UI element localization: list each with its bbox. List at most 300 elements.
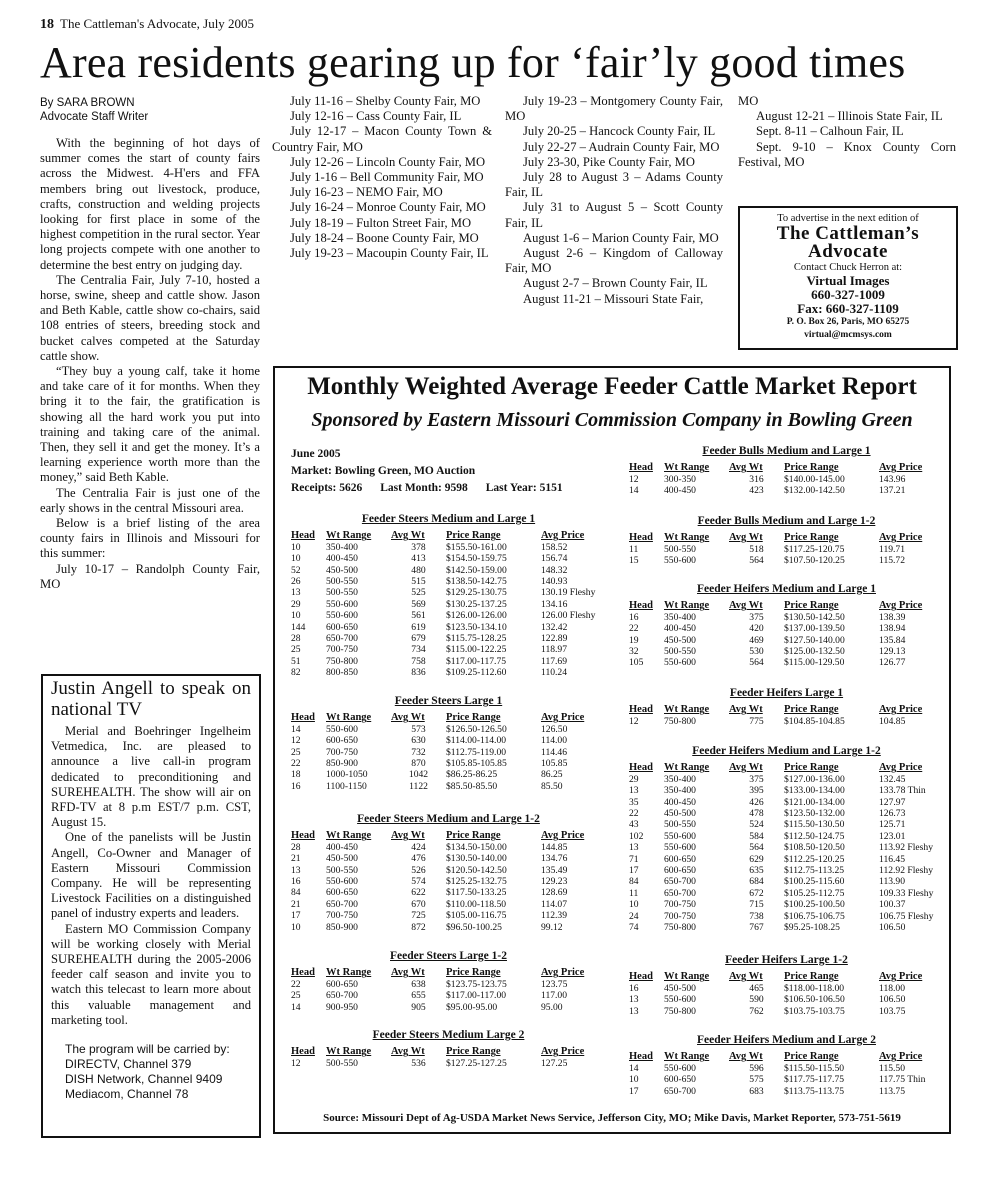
table-row [629,657,944,668]
table-cell: $117.00-117.00 [446,990,507,1002]
ad-company: Virtual Images [806,273,890,288]
table-row [291,553,606,564]
table-cell: $138.50-142.75 [446,576,507,588]
channel-list [51,1042,251,1102]
table-row [629,635,944,646]
table-cell: 500-550 [326,576,358,588]
table-cell: 140.93 [541,576,568,588]
table-cell: $117.50-133.25 [446,887,507,899]
market-table-title: Feeder Steers Medium and Large 1 [361,513,536,525]
table-cell: 767 [749,922,764,934]
table-cell: 350-400 [664,785,696,797]
column-header: Avg Wt [391,712,425,724]
table-cell: 375 [749,611,764,623]
table-cell: 561 [411,610,426,622]
table-cell: 650-700 [326,633,358,645]
table-cell: 126.73 [879,808,906,820]
table-cell: 550-600 [664,994,696,1006]
table-cell: $123.50-132.00 [784,808,845,820]
sidebar-paragraph: Eastern MO Commission Company will be working closely with Merial SUREHEALTH during the 2005-2006 feeder calf season and invite you to watch this telecast to learn more about this valuable management and marketing tool. [51,921,251,1027]
channel-item: DIRECTV, Channel 379 [65,1057,192,1072]
table-cell: $120.50-142.50 [446,864,507,876]
table-row [291,899,606,910]
table-row [629,983,944,994]
table-cell: 762 [749,1005,764,1017]
table-row [291,853,606,864]
table-cell: 375 [749,773,764,785]
table-cell: 1122 [409,780,428,792]
table-cell: 14 [291,723,301,735]
table-cell: 872 [411,921,426,933]
market-table-title: Feeder Heifers Large 1 [729,687,844,699]
market-table [629,688,944,727]
table-row [629,1074,944,1085]
table-cell: 450-500 [326,564,358,576]
market-table [629,746,944,934]
table-cell: 1042 [408,769,429,781]
table-cell: 119.71 [879,543,906,555]
table-cell: 25 [291,746,301,758]
publication-line: The Cattleman's Advocate, July 2005 [60,16,255,31]
table-cell: 478 [749,808,764,820]
market-table-title: Feeder Steers Large 1-2 [390,950,507,962]
table-cell: 84 [629,876,639,888]
table-row [629,865,944,876]
column-header: Price Range [784,762,839,774]
article-paragraph: “They buy a young calf, take it home and take care of it for months. When they bring it to the fair, the gratification is showing all the hard work you put into training and taking care of the animal. Then, they sell it and get the money. It’s a learning experience worth more than the money,” said Beth Kable. [40,364,260,485]
byline-staff: Advocate Staff Writer [40,111,149,123]
table-cell: 469 [749,634,764,646]
table-cell: 156.74 [541,553,568,565]
table-cell: 106.50 [879,922,906,934]
table-cell: 19 [629,634,639,646]
table-cell: 700-750 [664,899,696,911]
table-cell: 106.75 Fleshy [879,910,934,922]
table-cell: 700-750 [664,910,696,922]
table-cell: $105.00-116.75 [446,910,507,922]
report-source: Source: Missouri Dept of Ag-USDA Market News Service, Jefferson City, MO; Mike Davis, Market Reporter, 573-751-5619 [323,1112,901,1124]
table-cell: 679 [411,633,426,645]
table-row [291,610,606,621]
table-cell: $86.25-86.25 [446,769,498,781]
table-cell: 622 [411,887,426,899]
table-cell: 574 [411,876,426,888]
column-header: Avg Price [541,967,585,979]
table-cell: 424 [411,841,426,853]
table-cell: 738 [749,910,764,922]
column-header: Wt Range [326,712,372,724]
table-cell: 900-950 [326,1001,358,1013]
table-cell: 550-600 [664,830,696,842]
column-header: Avg Price [541,712,585,724]
column-header: Price Range [446,530,501,542]
table-cell: 144 [291,621,306,633]
table-cell: 870 [411,758,426,770]
table-cell: 128.69 [541,887,568,899]
market-table [291,1030,606,1069]
table-cell: 116.45 [879,853,906,865]
fair-listing: August 2-6 – Kingdom of Calloway Fair, MO [505,246,723,276]
table-row [629,623,944,634]
table-cell: 378 [411,541,426,553]
report-receipts-line [291,480,581,497]
table-cell: 500-550 [664,646,696,658]
table-row [291,842,606,853]
ad-contact: Contact Chuck Herron at: [793,262,903,273]
headline: Area residents gearing up for ‘fair’ly good times [40,38,906,87]
table-cell: 550-600 [326,876,358,888]
table-cell: 25 [291,990,301,1002]
table-cell: 100.37 [879,899,906,911]
column-header: Avg Wt [729,532,763,544]
table-cell: $109.25-112.60 [446,667,507,679]
table-cell: 28 [291,633,301,645]
article-body [40,136,260,592]
table-cell: 638 [411,978,426,990]
table-row [291,887,606,898]
table-cell: 135.49 [541,864,568,876]
table-cell: $126.50-126.50 [446,723,507,735]
column-header: Wt Range [664,532,710,544]
fair-list-column-2 [272,94,492,261]
report-info [291,446,581,497]
table-row [291,644,606,655]
table-cell: 500-550 [664,819,696,831]
column-header: Avg Price [541,1046,585,1058]
table-cell: 465 [749,982,764,994]
table-row [629,774,944,785]
table-cell: 316 [749,473,764,485]
table-row [629,544,944,555]
table-cell: 518 [749,543,764,555]
table-cell: 715 [749,899,764,911]
table-cell: 395 [749,785,764,797]
table-row [629,922,944,933]
table-cell: 22 [291,758,301,770]
table-cell: 84 [291,887,301,899]
table-cell: 127.97 [879,796,906,808]
table-cell: 118.97 [541,644,568,656]
table-cell: 584 [749,830,764,842]
table-cell: 11 [629,543,639,555]
fair-listing: July 12-26 – Lincoln County Fair, MO [290,154,486,169]
column-header: Avg Price [879,532,923,544]
market-table [629,584,944,669]
table-cell: 450-500 [664,634,696,646]
report-market: Market: Bowling Green, MO Auction [291,465,476,477]
table-cell: 12 [291,1057,301,1069]
table-cell: 800-850 [326,667,358,679]
table-row [629,808,944,819]
table-cell: 29 [629,773,639,785]
table-cell: 51 [291,655,301,667]
table-cell: 109.33 Fleshy [879,887,934,899]
table-cell: 500-550 [326,1057,358,1069]
table-row [629,994,944,1005]
article-paragraph: Below is a brief listing of the area county fairs in Illinois and Missouri for this summer: [40,516,260,561]
ad-title-1: The Cattleman’s [776,223,920,244]
table-row [291,865,606,876]
table-row [629,797,944,808]
byline [40,96,260,124]
table-cell: 550-600 [326,610,358,622]
table-cell: $134.50-150.00 [446,841,507,853]
table-cell: 550-600 [664,555,696,567]
table-cell: 123.75 [541,978,568,990]
table-cell: $100.25-115.60 [784,876,845,888]
table-row [291,735,606,746]
table-cell: $132.00-142.50 [784,485,845,497]
table-cell: $133.00-134.00 [784,785,845,797]
table-cell: 10 [291,541,301,553]
table-cell: 117.00 [541,990,568,1002]
table-row [291,1058,606,1069]
advertise-box [738,206,958,350]
table-cell: 450-500 [326,853,358,865]
ad-phone: 660-327-1009 [811,287,885,302]
column-header: Wt Range [326,1046,372,1058]
market-table [629,516,944,567]
table-row [629,485,944,496]
table-cell: 13 [291,587,301,599]
fair-listing: Sept. 8-11 – Calhoun Fair, IL [756,124,904,139]
market-table-title: Feeder Bulls Medium and Large 1 [702,445,871,457]
table-cell: 725 [411,910,426,922]
table-cell: 655 [411,990,426,1002]
fair-listing: July 31 to August 5 – Scott County Fair, IL [505,200,723,230]
table-cell: 112.39 [541,910,568,922]
table-cell: 103.75 [879,1005,906,1017]
table-cell: 32 [629,646,639,658]
column-header: Avg Wt [391,967,425,979]
table-cell: $127.25-127.25 [446,1057,507,1069]
column-header: Wt Range [664,704,710,716]
report-receipts: Receipts: 5626 [291,482,363,494]
table-cell: 43 [629,819,639,831]
market-table-title: Feeder Steers Large 1 [394,695,503,707]
table-cell: 117.69 [541,655,568,667]
table-cell: 14 [629,485,639,497]
table-row [629,854,944,865]
table-row [291,876,606,887]
market-table-title: Feeder Steers Medium Large 2 [372,1029,525,1041]
table-cell: 476 [411,853,426,865]
table-cell: $114.00-114.00 [446,735,507,747]
column-header: Head [291,1046,315,1058]
table-cell: 134.76 [541,853,568,865]
byline-author: By SARA BROWN [40,97,135,109]
table-cell: $118.00-118.00 [784,982,845,994]
table-cell: 17 [291,910,301,922]
table-cell: 132.42 [541,621,568,633]
table-cell: 21 [291,898,301,910]
market-table-title: Feeder Heifers Medium and Large 1 [697,583,876,595]
market-table-title: Feeder Heifers Medium and Large 2 [697,1034,876,1046]
table-cell: $117.25-120.75 [784,543,845,555]
table-cell: 158.52 [541,541,568,553]
table-cell: 15 [629,555,639,567]
table-cell: 13 [629,785,639,797]
page-folio [40,16,254,33]
table-cell: $96.50-100.25 [446,921,502,933]
table-cell: 350-400 [664,611,696,623]
ad-title-2: Advocate [808,241,888,262]
table-cell: 117.75 Thin [879,1074,926,1086]
column-header: Avg Price [541,530,585,542]
table-cell: 650-700 [664,876,696,888]
table-cell: 596 [749,1062,764,1074]
table-cell: 129.13 [879,646,906,658]
table-cell: $108.50-120.50 [784,842,845,854]
table-cell: $105.25-112.75 [784,887,845,899]
table-cell: 13 [291,864,301,876]
table-cell: $115.75-128.25 [446,633,507,645]
table-cell: 86.25 [541,769,563,781]
table-row [291,622,606,633]
table-cell: 21 [291,853,301,865]
table-cell: $85.50-85.50 [446,780,498,792]
table-cell: 13 [629,842,639,854]
table-cell: 105 [629,657,644,669]
channel-item: DISH Network, Channel 9409 [65,1072,223,1087]
table-cell: 138.94 [879,623,906,635]
table-cell: $117.75-117.75 [784,1074,845,1086]
table-cell: 400-450 [326,553,358,565]
table-cell: 16 [629,611,639,623]
table-cell: $130.25-137.25 [446,598,507,610]
table-cell: 734 [411,644,426,656]
table-cell: 134.16 [541,598,568,610]
table-cell: 115.72 [879,555,906,567]
table-row [291,758,606,769]
table-cell: 114.00 [541,735,568,747]
table-cell: $104.85-104.85 [784,715,845,727]
sidebar-box [41,674,261,1138]
column-header: Head [629,704,653,716]
column-header: Head [629,971,653,983]
table-cell: $130.50-142.50 [784,611,845,623]
table-cell: 133.78 Thin [879,785,926,797]
table-cell: 126.50 [541,723,568,735]
table-cell: 672 [749,887,764,899]
table-cell: 426 [749,796,764,808]
report-last-year: Last Year: 5151 [485,482,563,494]
table-cell: 564 [749,555,764,567]
market-table [629,446,944,497]
column-header: Avg Price [879,971,923,983]
fair-listing: July 23-30, Pike County Fair, MO [523,154,695,169]
table-cell: 126.00 Fleshy [541,610,596,622]
table-cell: 684 [749,876,764,888]
report-title: Monthly Weighted Average Feeder Cattle Market Report [307,373,917,400]
table-cell: 16 [291,876,301,888]
table-cell: 564 [749,842,764,854]
column-header: Avg Wt [729,462,763,474]
table-row [629,555,944,566]
table-cell: $103.75-103.75 [784,1005,845,1017]
column-header: Avg Price [879,704,923,716]
table-cell: 74 [629,922,639,934]
table-cell: 569 [411,598,426,610]
column-header: Head [291,712,315,724]
market-table-title: Feeder Bulls Medium and Large 1-2 [697,515,876,527]
table-row [291,599,606,610]
column-header: Head [629,532,653,544]
article-paragraph: The Centralia Fair is just one of the early shows in the central Missouri area. [40,485,260,515]
table-cell: 1000-1050 [326,769,368,781]
table-cell: 52 [291,564,301,576]
table-cell: $115.00-129.50 [784,657,845,669]
table-row [291,633,606,644]
column-header: Head [291,530,315,542]
market-report-box [273,366,951,1134]
table-cell: $140.00-145.00 [784,473,845,485]
column-header: Wt Range [664,971,710,983]
table-cell: 750-800 [664,922,696,934]
table-cell: 683 [749,1085,764,1097]
table-cell: 144.85 [541,841,568,853]
table-cell: 450-500 [664,808,696,820]
table-row [291,910,606,921]
table-row [629,1086,944,1097]
table-cell: 135.84 [879,634,906,646]
table-cell: 24 [629,910,639,922]
table-cell: $112.75-113.25 [784,865,845,877]
ad-fax: Fax: 660-327-1109 [797,301,899,316]
table-cell: $127.50-140.00 [784,634,845,646]
market-table [291,951,606,1013]
column-header: Avg Price [879,462,923,474]
table-cell: 413 [411,553,426,565]
table-cell: $117.00-117.75 [446,655,507,667]
market-table [629,955,944,1017]
table-cell: 619 [411,621,426,633]
table-cell: 700-750 [326,644,358,656]
table-cell: 670 [411,898,426,910]
table-cell: 550-600 [326,598,358,610]
table-cell: 600-650 [326,887,358,899]
table-cell: 635 [749,865,764,877]
table-row [629,888,944,899]
table-row [629,899,944,910]
fair-listing: July 12-17 – Macon County Town & Country Fair, MO [272,124,492,154]
column-header: Price Range [446,1046,501,1058]
table-row [629,876,944,887]
table-row [629,785,944,796]
table-row [629,1063,944,1074]
table-cell: 118.00 [879,982,906,994]
table-cell: 137.21 [879,485,906,497]
fair-listing: July 28 to August 3 – Adams County Fair, IL [505,170,723,200]
table-cell: 500-550 [326,587,358,599]
column-header: Price Range [784,600,839,612]
table-cell: $126.00-126.00 [446,610,507,622]
sidebar-paragraph: Merial and Boehringer Ingelheim Vetmedica, Inc. are pleased to announce a live call-in program dedicated to preconditioning and SUREHEALTH. The show will air on RFD-TV at 8 p.m EST/7 p.m. CST, August 15. [51,724,251,830]
table-cell: 420 [749,623,764,635]
table-cell: 650-700 [664,887,696,899]
table-cell: 600-650 [664,1074,696,1086]
table-cell: $125.25-132.75 [446,876,507,888]
column-header: Head [629,462,653,474]
table-cell: $154.50-159.75 [446,553,507,565]
table-cell: $100.25-100.50 [784,899,845,911]
table-cell: 95.00 [541,1001,563,1013]
table-row [629,831,944,842]
table-cell: 113.92 Fleshy [879,842,934,854]
table-cell: 480 [411,564,426,576]
table-cell: 12 [629,473,639,485]
fair-listing: July 18-19 – Fulton Street Fair, MO [290,215,472,230]
